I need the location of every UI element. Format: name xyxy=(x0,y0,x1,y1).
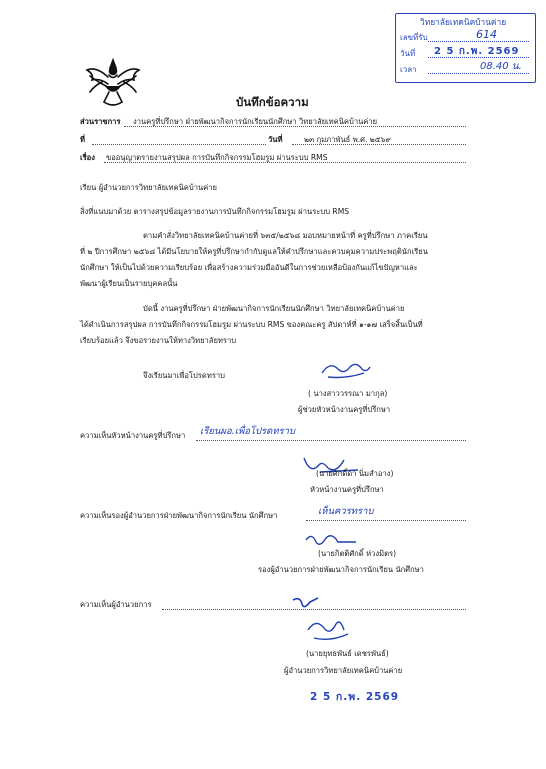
signer2-position: หัวหน้างานครูที่ปรึกษา xyxy=(310,485,384,494)
opinion1-handwriting: เรียนผอ.เพื่อโปรดทราบ xyxy=(200,426,296,437)
stamp-date-value: 2 5 ก.พ. 2569 xyxy=(434,46,520,57)
signer4-position: ผู้อำนวยการวิทยาลัยเทคนิคบ้านค่าย xyxy=(284,666,403,675)
signature-3 xyxy=(300,530,362,550)
date-value: ๒๓ กุมภาพันธ์ พ.ศ. ๒๕๖๙ xyxy=(304,135,391,144)
signature-4 xyxy=(300,616,356,644)
dept-label: ส่วนราชการ xyxy=(80,117,121,126)
opinion1-label: ความเห็นหัวหน้างานครูที่ปรึกษา xyxy=(80,431,186,440)
stamp-date-line xyxy=(428,57,529,58)
memo-title: บันทึกข้อความ xyxy=(236,95,309,109)
stamp-regno-value: 614 xyxy=(476,28,497,41)
para1-line2: ที่ ๒ ปีการศึกษา ๒๕๖๘ ได้มีนโยบายให้ครูที่ปรึกษากำกับดูแลให้คำปรึกษาและควบคุมความประพฤตินักเรียน xyxy=(80,247,428,256)
recipient: เรียน ผู้อำนวยการวิทยาลัยเทคนิคบ้านค่าย xyxy=(80,183,217,192)
receiving-stamp xyxy=(395,13,536,83)
stamp-time-line xyxy=(428,73,529,74)
stamp-date-label: วันที่ xyxy=(400,49,416,58)
opinion3-label: ความเห็นผู้อำนวยการ xyxy=(80,600,152,609)
garuda-emblem-icon xyxy=(84,56,142,110)
signer2-name: (นายศักดิ์ดา นิ่มสำอาง) xyxy=(316,469,394,478)
handwritten-mark xyxy=(290,592,320,614)
signer4-name: (นายยุทธพันธ์ เดชรพันธ์) xyxy=(306,649,389,658)
para1-line3: นักศึกษา ให้เป็นไปด้วยความเรียบร้อย เพื่อสร้างความร่วมมืออันดีในการช่วยเหลือป้องกันแก้ไขปัญหาและ xyxy=(80,263,418,272)
stamp-time-label: เวลา xyxy=(400,65,417,74)
opinion2-line xyxy=(306,520,466,521)
attachment: สิ่งที่แนบมาด้วย ตารางสรุปข้อมูลรายงานการบันทึกกิจกรรมโฮมรูม ผ่านระบบ RMS xyxy=(80,207,350,216)
signer1-name: ( นางสาววรรณา มากุล) xyxy=(308,389,388,398)
ref-line xyxy=(92,144,266,145)
para1-line1: ตามคำสั่งวิทยาลัยเทคนิคบ้านค่ายที่ ๖๓๕/๒๕๖๘ มอบหมายหน้าที่ ครูที่ปรึกษา ภาคเรียน xyxy=(143,231,428,240)
para2-line1: บัดนี้ งานครูที่ปรึกษา ฝ่ายพัฒนากิจการนักเรียนนักศึกษา วิทยาลัยเทคนิคบ้านค่าย xyxy=(143,304,405,313)
ref-label: ที่ xyxy=(80,135,86,144)
stamp-regno-label: เลขที่รับ xyxy=(400,33,428,42)
date-label: วันที่ xyxy=(268,135,283,144)
opinion2-label: ความเห็นรองผู้อำนวยการฝ่ายพัฒนากิจการนักเรียน นักศึกษา xyxy=(80,511,278,520)
stamp-org: วิทยาลัยเทคนิคบ้านค่าย xyxy=(420,17,507,27)
stamp-regno-line xyxy=(428,41,529,42)
subject-label: เรื่อง xyxy=(80,153,95,162)
subject-value: ขออนุญาตรายงานสรุปผล การบันทึกกิจกรรมโฮมรูม ผ่านระบบ RMS xyxy=(106,153,328,162)
para2-line2: ได้ดำเนินการสรุปผล การบันทึกกิจกรรมโฮมรูม ผ่านระบบ RMS ของคณะครู สัปดาห์ที่ ๑-๑๗ เสร็จสิ้นเป็นที่ xyxy=(80,320,423,329)
para1-line4: พัฒนาผู้เรียนเป็นรายบุคคลนั้น xyxy=(80,279,178,288)
opinion2-handwriting: เห็นควรทราบ xyxy=(318,506,374,517)
signer3-position: รองผู้อำนวยการฝ่ายพัฒนากิจการนักเรียน นักศึกษา xyxy=(258,565,424,574)
signer1-position: ผู้ช่วยหัวหน้างานครูที่ปรึกษา xyxy=(298,405,391,414)
para2-line3: เรียบร้อยแล้ว จึงขอรายงานให้ทางวิทยาลัยทราบ xyxy=(80,336,237,345)
closing: จึงเรียนมาเพื่อโปรดทราบ xyxy=(143,371,225,380)
signer3-name: (นายกิตติศักดิ์ ห่วงมิตร) xyxy=(318,549,397,558)
signature-1 xyxy=(318,359,374,381)
dept-value: งานครูที่ปรึกษา ฝ่ายพัฒนากิจการนักเรียนนักศึกษา วิทยาลัยเทคนิคบ้านค่าย xyxy=(133,117,378,126)
stamp-time-value: 08.40 น. xyxy=(480,61,522,72)
received-date-stamp: 2 5 ก.พ. 2569 xyxy=(310,691,400,703)
opinion1-line xyxy=(196,440,466,441)
